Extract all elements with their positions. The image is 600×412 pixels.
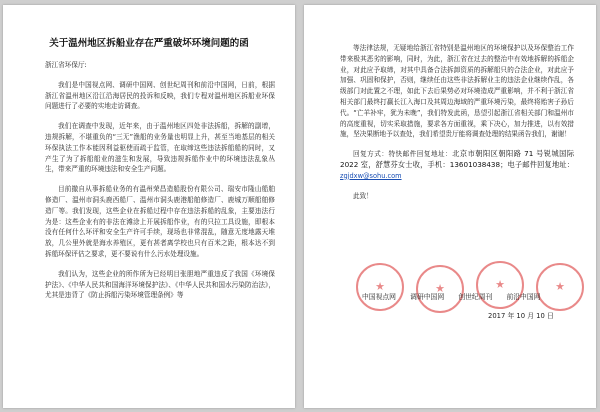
paragraph-4: 我们认为，这些企业的所作所为已经明目张胆地严重违反了我国《环境保护法》、《中华人民共和国海洋环境保护法》、《中华人民共和国水污染防治法》，尤其是违背了《防止拆船污染环境管理条例》等 bbox=[45, 269, 275, 300]
signer: 创世纪周刊 bbox=[458, 293, 493, 301]
signer-list bbox=[362, 291, 552, 301]
letter-page-1 bbox=[3, 5, 295, 408]
contact-email[interactable]: zgjdxw@sohu.com bbox=[340, 171, 402, 180]
red-seal-icon bbox=[536, 263, 584, 311]
letter-body-1 bbox=[45, 60, 275, 304]
closing: 此致！ bbox=[353, 191, 373, 200]
paragraph-1: 我们是中国视点网、调研中国网、创世纪周刊和前沿中国网，日前，根据浙江省温州地区沿江沿海居民的投诉和反映，我们专程对温州地区拆船业环保问题进行了必要的实地走访调查。 bbox=[45, 80, 275, 111]
letter-title: 关于温州地区拆船业存在严重破坏环境问题的函 bbox=[49, 38, 249, 49]
red-seal-icon bbox=[356, 263, 404, 311]
contact-address: 北京市朝阳区朝阳路 71 号锐城国际 2022 室，舒慧芬女士收，手机：13601038438；电子邮件回复地址： bbox=[340, 149, 575, 169]
paragraph-3: 目前撤自从事拆船业务的有温州荣昌造船股份有限公司、瑞安市隆山船舶修造厂、温州市洞头鹿西船厂、温州市洞头鹿港船舶修造厂、鹿城万顺船舶修造厂等。我们发现，这些企业在拆船过程中存在违法拆船的乱象，主要违法行为是：这些企业有的非法在滩涂上开展拆船作业，有的只拉工具设施，即根本没有任何什么环评和安全生产许可手续，现场也非常混乱，随意无度地露天堆放，几公里外就是海水养殖区，更有甚者离学校也只有百米之距，根本达不到拆船环保评估之要求，更不要说有什么污水处理设施。 bbox=[45, 185, 275, 258]
paragraph-5: 等法律法规，无疑地给浙江省特别是温州地区的环境保护以及环保整治工作带来极其恶劣的影响，同时，为此，浙江省在过去的整治中有效地拆解的拆船企业，对此应予取缔，对其中具备合法拆卸资质的拆解船只的合法企业，对此应予加强、巩固和保护，否则，继续任由这些非法拆解业主的违法企业继续作乱，各级部门对此置之不理，如此下去后果势必对环境造成严重影响，并不利于浙江省相关部门最终打赢长江入海口及其周边海域的严重环境污染，最终将贻害子孙后代。“亡羊补牢，犹为未晚”，我们特发此函，恳望引起浙江省相关部门和温州市的高度重视，切实采取措施，要求各方面重视，乘下决心，加力推进，以有效措施，坚决果断地予以查处，我们希望贵厅能将调查处理的结果函告我们，谢谢！ bbox=[340, 44, 574, 139]
letter-date: 2017 年 10 月 10 日 bbox=[488, 312, 554, 320]
signer: 中国视点网 bbox=[362, 293, 396, 301]
paragraph-2: 我们在调查中发现，近年来，由于温州地区四处非法拆船，拆解的副增，违规拆解，不堪重负的“三无”渔船的业务量也明显上升，甚至当地基层的相关环保执法工作本能因利益驱使而疏于监管，在取缔这些违法拆船船的同时，又产生了为了拆船船业的滋生和发展，导致违规拆船作业中的环境违法乱象丛生，带来严重的环境违法和安全生产问题。 bbox=[45, 122, 275, 174]
signer: 前沿中国网 bbox=[506, 293, 541, 301]
letter-body-2 bbox=[340, 43, 574, 204]
signer: 调研中国网 bbox=[410, 293, 445, 301]
reply-contact bbox=[340, 149, 574, 181]
salutation: 浙江省环保厅: bbox=[45, 61, 87, 69]
red-seal-icon bbox=[476, 261, 524, 309]
red-seal-icon bbox=[416, 265, 464, 313]
contact-prefix: 回复方式：特快邮件回复地址： bbox=[353, 150, 453, 159]
letter-page-2 bbox=[304, 5, 596, 408]
